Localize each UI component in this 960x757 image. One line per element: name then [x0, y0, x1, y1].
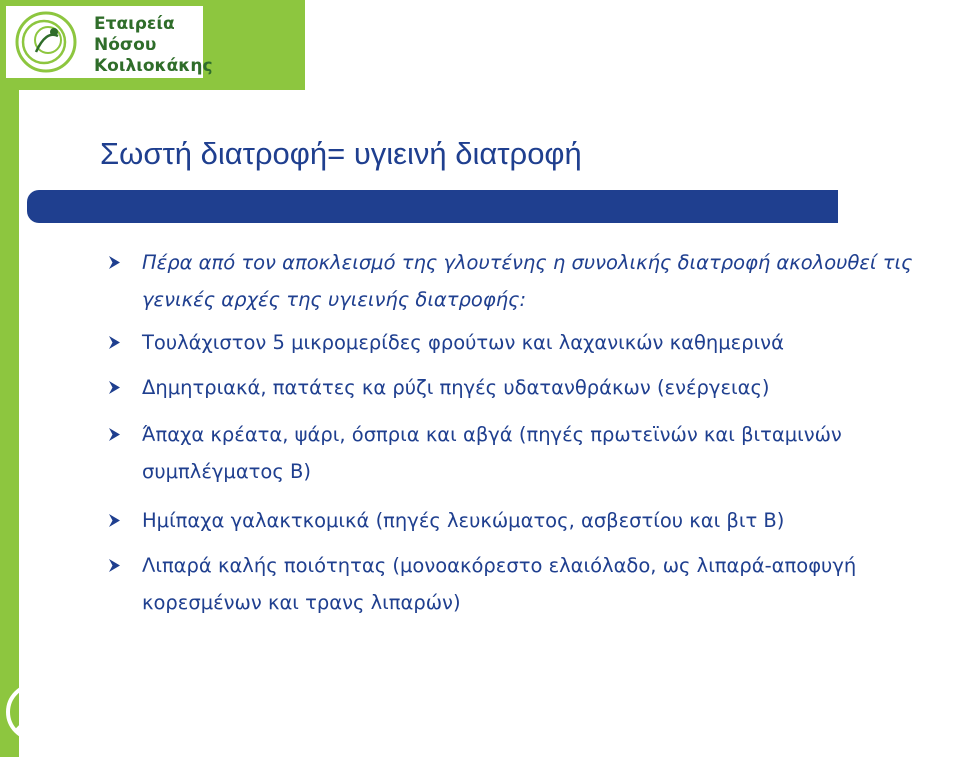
- society-logo: [6, 6, 213, 78]
- title-underline-bar: [27, 190, 838, 223]
- arrow-bullet-icon: [106, 244, 126, 281]
- list-item: [106, 369, 956, 406]
- list-item: [106, 324, 956, 361]
- arrow-bullet-icon: [106, 324, 126, 361]
- list-item-text: Δημητριακά, πατάτες κα ρύζι πηγές υδατανθράκων (ενέργειας): [142, 376, 770, 399]
- celiac-society-logo-icon: [14, 10, 78, 74]
- list-item: [106, 547, 956, 621]
- list-item-text: Λιπαρά καλής ποιότητας (μονοακόρεστο ελαιόλαδο, ως λιπαρά-αποφυγή κορεσμένων και τρανς λιπαρών): [142, 554, 857, 614]
- slide-title: Σωστή διατροφή= υγιεινή διατροφή: [100, 136, 582, 171]
- list-item-text: Άπαχα κρέατα, ψάρι, όσπρια και αβγά (πηγές πρωτεϊνών και βιταμινών συμπλέγματος Β): [142, 423, 842, 483]
- list-item: [106, 416, 956, 490]
- list-item-text: Ημίπαχα γαλακτκομικά (πηγές λευκώματος, ασβεστίου και βιτ Β): [142, 509, 785, 532]
- arrow-bullet-icon: [106, 416, 126, 453]
- list-item: [106, 502, 956, 539]
- bullet-list: [106, 244, 956, 621]
- arrow-bullet-icon: [106, 369, 126, 406]
- list-item-text: Πέρα από τον αποκλεισμό της γλουτένης η συνολικής διατροφή ακολουθεί τις γενικές αρχές της υγιεινής διατροφής:: [142, 251, 913, 311]
- left-green-bar: [0, 0, 19, 757]
- logo-line-2: Νόσου: [94, 35, 157, 55]
- logo-text: [94, 14, 213, 77]
- no-gluten-icon: [5, 682, 65, 742]
- list-item-text: Τουλάχιστον 5 μικρομερίδες φρούτων και λαχανικών καθημερινά: [142, 331, 784, 354]
- arrow-bullet-icon: [106, 547, 126, 584]
- arrow-bullet-icon: [106, 502, 126, 539]
- logo-line-3: Κοιλιοκάκης: [94, 56, 213, 76]
- list-item: [106, 244, 956, 318]
- logo-line-1: Εταιρεία: [94, 14, 175, 34]
